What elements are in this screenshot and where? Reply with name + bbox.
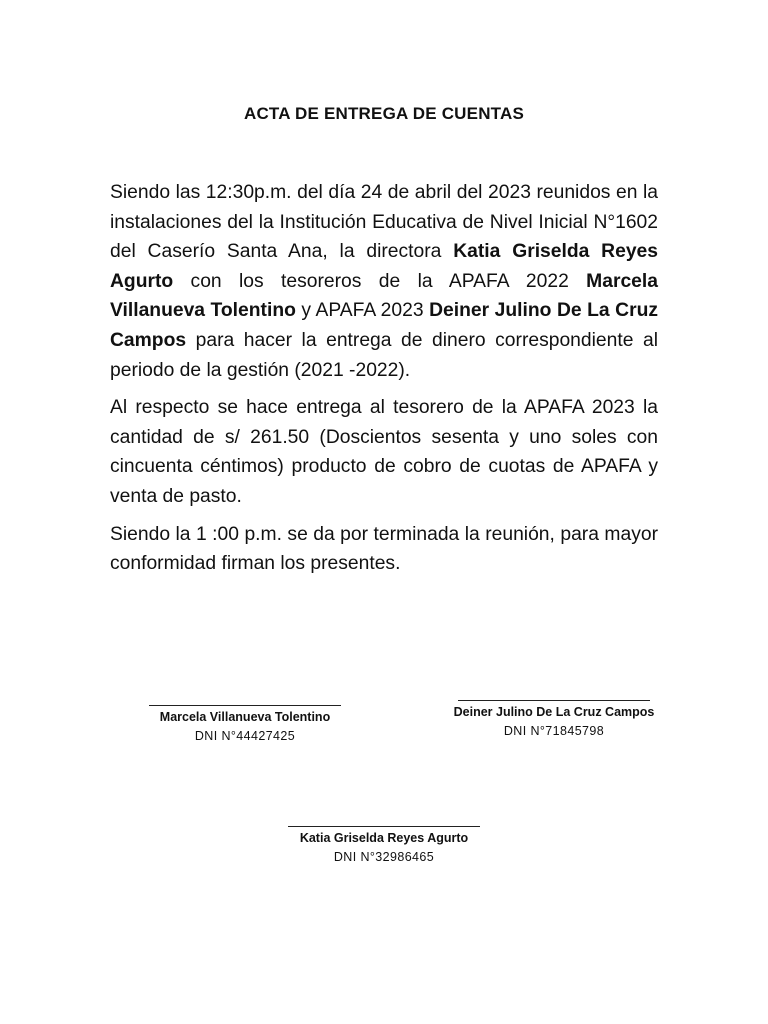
paragraph-3: Siendo la 1 :00 p.m. se da por terminada la reunión, para mayor conformidad firman los presentes. [110, 523, 658, 575]
signature-block-deiner [444, 700, 664, 738]
paragraph-1-text-2: con los tesoreros de la APAFA 2022 [173, 270, 587, 292]
paragraph-1-text-3: y APAFA 2023 [295, 300, 430, 322]
paragraph-1-text-4: para hacer la entrega de dinero correspondiente al periodo de la gestión (2021 -2022). [110, 329, 658, 381]
document-body [110, 178, 658, 587]
director-name: Katia Griselda Reyes Agurto [110, 241, 658, 292]
signer-dni: DNI N°44427425 [194, 729, 296, 743]
signature-block-katia [278, 826, 490, 864]
document-title: ACTA DE ENTREGA DE CUENTAS [243, 104, 525, 123]
paragraph-2: Al respecto se hace entrega al tesorero de la APAFA 2023 la cantidad de s/ 261.50 (Doscientos sesenta y uno soles con cincuenta céntimos) producto de cobro de cuotas de APAFA y venta de pasto. [110, 397, 658, 507]
signer-dni: DNI N°32986465 [333, 850, 435, 864]
signature-line [288, 826, 480, 827]
treasurer-2023-name: Deiner Julino De La Cruz Campos [110, 300, 658, 351]
signer-dni: DNI N°71845798 [503, 724, 605, 738]
signer-name: Marcela Villanueva Tolentino [159, 710, 331, 724]
signature-line [458, 700, 650, 701]
signature-line [149, 705, 341, 706]
paragraph-1 [110, 178, 658, 385]
treasurer-2022-name: Marcela Villanueva Tolentino [110, 270, 658, 322]
signature-block-marcela [140, 705, 350, 743]
paragraph-1-text-1: Siendo las 12:30p.m. del día 24 de abril del 2023 reunidos en la instalaciones del la Institución Educativa de Nivel Inicial N°1602 del Caserío Santa Ana, la directora [110, 182, 658, 263]
signer-name: Deiner Julino De La Cruz Campos [453, 705, 655, 719]
signer-name: Katia Griselda Reyes Agurto [299, 831, 469, 845]
